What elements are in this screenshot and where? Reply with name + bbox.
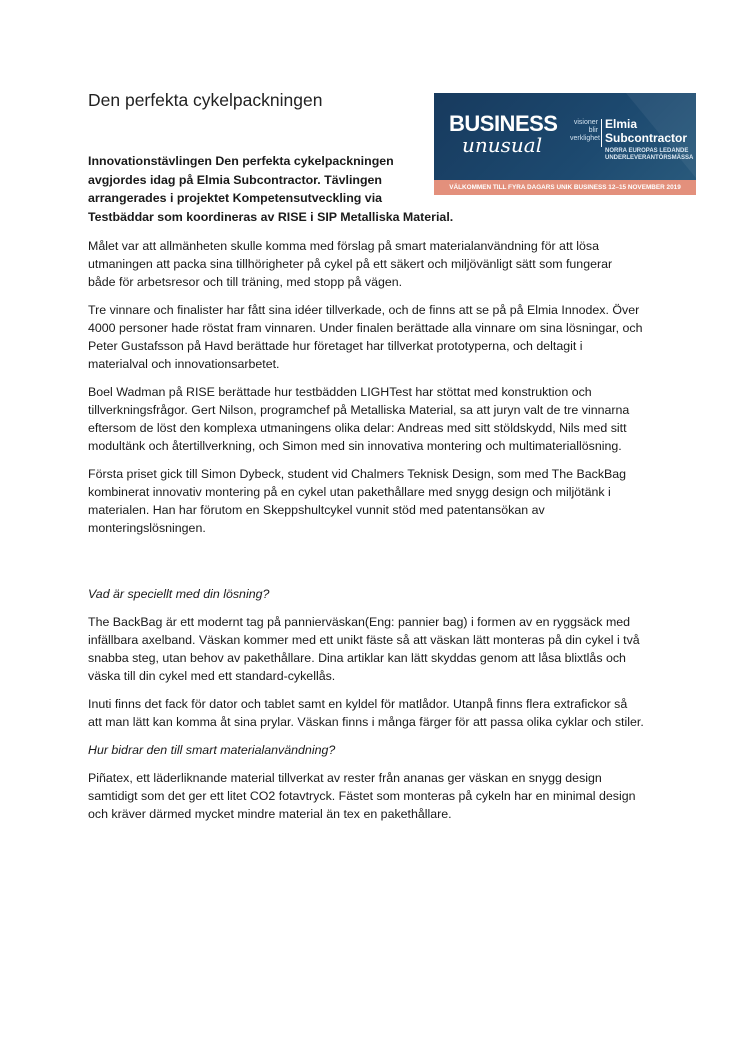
text-line: kombinerat innovativ montering på en cykel utan pakethållare med snygg design och miljötänk i (88, 485, 611, 499)
banner-brand-line: Subcontractor (605, 131, 688, 145)
banner-divider (601, 119, 602, 147)
document-title: Den perfekta cykelpackningen (88, 90, 323, 110)
text-line: Hur bidrar den till smart materialanvändning? (88, 743, 336, 757)
document-body (88, 237, 668, 833)
banner-visioner-line: blir (588, 127, 598, 134)
paragraph (88, 769, 668, 823)
text-line: Inuti finns det fack för dator och tablet samt en kyldel för matlådor. Utanpå finns flera extrafickor så (88, 697, 628, 711)
banner-tagline: NORRA EUROPAS LEDANDE UNDERLEVERANTÖRSMÄSSA (605, 148, 694, 161)
text-line: Boel Wadman på RISE berättade hur testbädden LIGHTest har stöttat med konstruktion och (88, 385, 592, 399)
paragraph (88, 613, 668, 685)
text-line: eftersom de löst den komplexa utmaningens olika delar: Andreas med sitt stöldskydd, Nils med sitt (88, 421, 627, 435)
text-line: modultänk och återtillverkning, och Simon med sin innovativa montering och multimateriallösning. (88, 439, 622, 453)
text-line: väska till din cykel med ett standard-cykellås. (88, 669, 336, 683)
banner-brand-line: Elmia (605, 117, 638, 131)
elmia-banner-image (434, 93, 696, 195)
lead-line: arrangerades i projektet Kompetensutveckling via (88, 191, 383, 206)
text-line: monteringslösningen. (88, 521, 206, 535)
text-line: utmaningen att packa sina tillhörigheter på cykel på ett säkert och miljövänligt sätt som fungerar (88, 257, 613, 271)
text-line: Vad är speciellt med din lösning? (88, 587, 270, 601)
banner-unusual-text: unusual (462, 133, 543, 157)
text-line: Första priset gick till Simon Dybeck, student vid Chalmers Teknisk Design, som med The BackBag (88, 467, 627, 481)
text-line: infällbara axelband. Väskan kommer med ett unikt fäste så att väskan lätt monteras på din cykel i två (88, 633, 640, 647)
text-line: tillverkningsfrågor. Gert Nilson, programchef på Metalliska Material, sa att juryn valt de tre vinnarna (88, 403, 630, 417)
paragraph (88, 237, 668, 291)
text-line: materialen. Han har förutom en Skeppshultcykel vunnit stöd med patentansökan av (88, 503, 545, 517)
lead-line: avgjordes idag på Elmia Subcontractor. Tävlingen (88, 172, 383, 187)
section-heading (88, 741, 668, 759)
text-line: och kräver därmed mycket mindre material än tex en pakethållare. (88, 807, 452, 821)
paragraph (88, 301, 668, 373)
section-heading (88, 585, 668, 603)
text-line: Peter Gustafsson på Havd berättade hur företaget har tillverkat prototyperna, och deltagit i (88, 339, 583, 353)
text-line: 4000 personer hade röstat fram vinnaren. Under finalen berättade alla vinnare om sina lösningar, och (88, 321, 643, 335)
text-line: The BackBag är ett modernt tag på pannierväskan(Eng: pannier bag) i formen av en ryggsäck med (88, 615, 631, 629)
lead-line: Testbäddar som koordineras av RISE i SIP Metalliska Material. (88, 209, 454, 224)
paragraph (88, 695, 668, 731)
lead-paragraph (88, 152, 453, 226)
lead-line: Innovationstävlingen Den perfekta cykelpackningen (88, 154, 394, 168)
paragraph (88, 465, 668, 537)
banner-strip: VÄLKOMMEN TILL FYRA DAGARS UNIK BUSINESS 12–15 NOVEMBER 2019 (434, 180, 696, 195)
banner-brand (605, 117, 687, 145)
text-line: Tre vinnare och finalister har fått sina idéer tillverkade, och de finns att se på på Elmia Innodex. Över (88, 303, 640, 317)
banner-visioner (570, 119, 598, 143)
text-line: samtidigt som det ger ett litet CO2 fotavtryck. Fästet som monteras på cykeln har en minimal design (88, 789, 636, 803)
text-line: Piñatex, ett läderliknande material tillverkat av rester från ananas ger väskan en snygg design (88, 771, 602, 785)
text-line: Målet var att allmänheten skulle komma med förslag på smart materialanvändning för att lösa (88, 239, 600, 253)
paragraph (88, 383, 668, 455)
banner-business-text: BUSINESS (449, 111, 558, 136)
text-line: materialval och innovationsarbetet. (88, 357, 280, 371)
banner-visioner-line: visioner (573, 119, 598, 126)
banner-visioner-line: verklighet (570, 135, 600, 142)
text-line: snabba steg, utan behov av pakethållare. Dina artiklar kan lätt skyddas genom att låsa blixtlås och (88, 651, 626, 665)
text-line: både för arbetsresor och till träning, med stopp på vägen. (88, 275, 403, 289)
text-line: att man lätt kan komma åt sina prylar. Väskan finns i många färger för att passa olika cyklar och stiler. (88, 715, 644, 729)
paragraph (88, 547, 668, 565)
